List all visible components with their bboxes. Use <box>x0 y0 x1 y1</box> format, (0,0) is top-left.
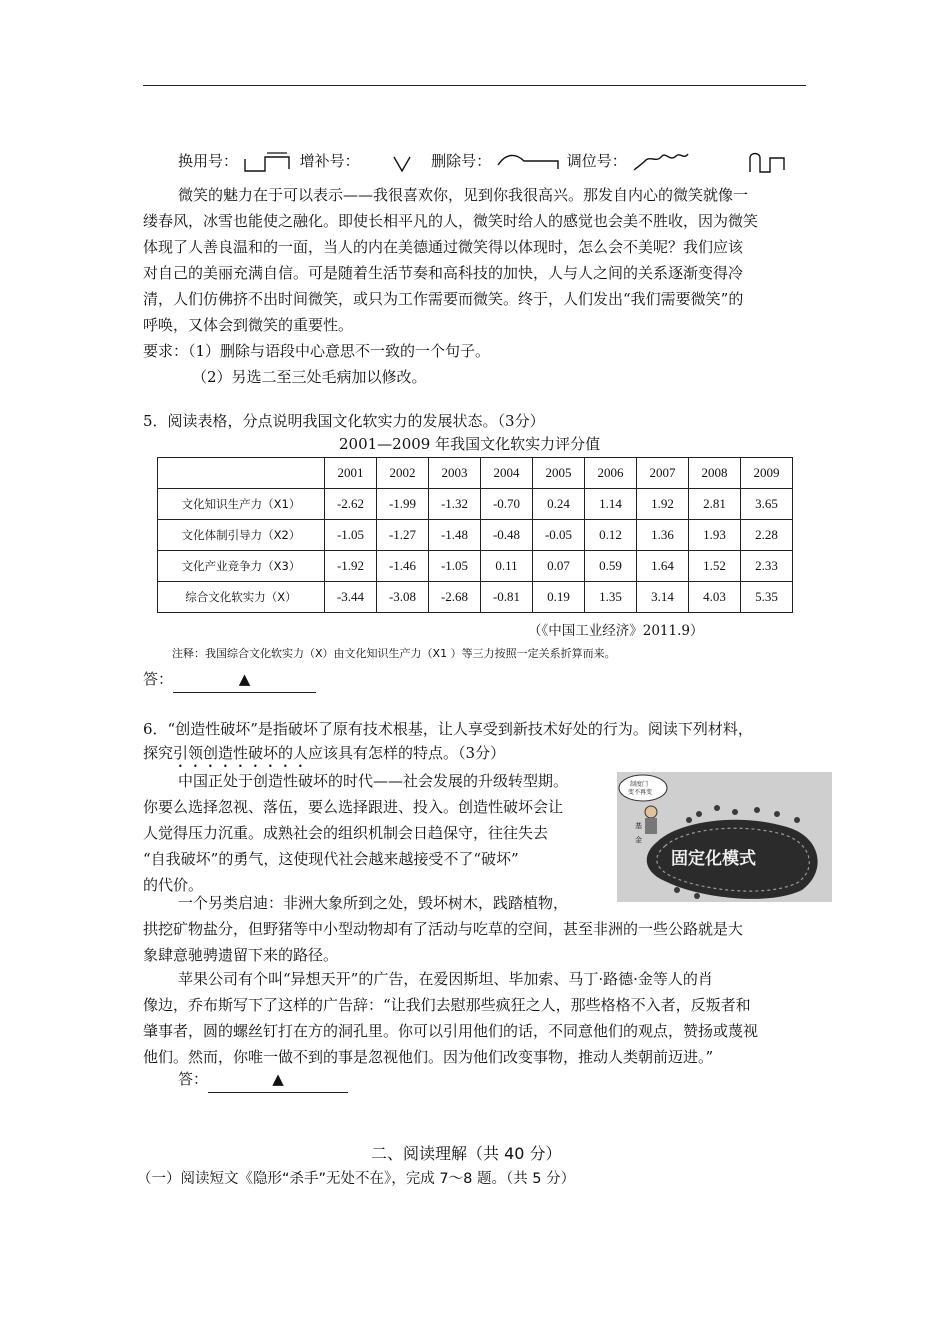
table-cell: 0.12 <box>585 520 637 551</box>
header-rule <box>143 85 806 86</box>
q6-para1-line: 你要么选择忽视、落伍，要么选择跟进、投入。创造性破坏会让 <box>143 798 564 816</box>
table-cell: -1.05 <box>325 520 377 551</box>
table-cell: -1.05 <box>429 551 481 582</box>
row-label: 综合文化软实力（X） <box>158 582 325 613</box>
q6-para2-line: 拱挖矿物盐分，但野猪等中小型动物却有了活动与吃草的空间，甚至非洲的一些公路就是大 <box>143 920 744 938</box>
table-cell: -1.48 <box>429 520 481 551</box>
answer-label: 答： <box>178 1070 209 1088</box>
q6-para1-line: 中国正处于创造性破坏的时代——社会发展的升级转型期。 <box>178 772 569 790</box>
table-cell: 2.33 <box>741 551 793 582</box>
table-cell: -0.05 <box>533 520 585 551</box>
table-cell: 1.92 <box>637 489 689 520</box>
table-source: （《中国工业经济》2011.9） <box>528 623 704 639</box>
table-corner-cell <box>158 458 325 489</box>
triangle-icon: ▲ <box>272 1070 284 1088</box>
triangle-icon: ▲ <box>238 670 251 688</box>
question-6-stem-line-2 <box>143 740 505 771</box>
emphasized-phrase: 引领创造性破坏的人 <box>173 744 309 762</box>
section-2-subheading: （一）阅读短文《隐形“杀手”无处不在》，完成 7～8 题。（共 5 分） <box>137 1171 576 1187</box>
table-cell: 0.11 <box>481 551 533 582</box>
table-cell: -3.44 <box>325 582 377 613</box>
question-6-stem-line-1: 6．“创造性破坏”是指破坏了原有技术根基，让人享受到新技术好处的行为。阅读下列材料， <box>143 720 753 738</box>
table-cell: 2.28 <box>741 520 793 551</box>
table-row <box>158 551 793 582</box>
year-header: 2006 <box>585 458 637 489</box>
passage-line-3: 体现了人善良温和的一面，当人的内在美德通过微笑得以体现时，怎么会不美呢？我们应该 <box>143 238 744 256</box>
row-label: 文化产业竞争力（X3） <box>158 551 325 582</box>
swap-mark-icon <box>243 151 291 173</box>
table-row <box>158 520 793 551</box>
stem-text: 应该具有怎样的特点。（3分） <box>308 744 506 762</box>
table-cell: -2.68 <box>429 582 481 613</box>
question-6-answer <box>178 1066 348 1093</box>
year-header: 2007 <box>637 458 689 489</box>
table-cell: 3.65 <box>741 489 793 520</box>
row-label: 文化体制引导力（X2） <box>158 520 325 551</box>
soft-power-table <box>157 457 793 613</box>
add-symbol-label: 增补号： <box>299 152 360 170</box>
table-title: 2001—2009 年我国文化软实力评分值 <box>339 435 601 453</box>
year-header: 2001 <box>325 458 377 489</box>
table-cell: 1.36 <box>637 520 689 551</box>
q6-para1-line: 的代价。 <box>143 876 204 894</box>
q6-para3-line: 像边，乔布斯写下了这样的广告辞：“让我们去慰那些疯狂之人，那些格格不入者，反叛者和 <box>143 996 751 1014</box>
answer-blank[interactable] <box>173 666 316 693</box>
stem-text: 探究 <box>143 744 174 762</box>
sign-text: 基 <box>635 822 642 830</box>
table-cell: 4.03 <box>689 582 741 613</box>
q6-para2-line: 一个另类启迪：非洲大象所到之处，毁坏树木，践踏植物， <box>178 894 569 912</box>
table-cell: -0.48 <box>481 520 533 551</box>
passage-line-6: 呼唤，又体会到微笑的重要性。 <box>143 316 354 334</box>
q6-para1-line: “自我破坏”的勇气，这使现代社会越来越接受不了“破坏” <box>143 850 519 868</box>
table-cell: 0.19 <box>533 582 585 613</box>
move-mark-icon <box>632 150 692 174</box>
table-cell: -2.62 <box>325 489 377 520</box>
table-cell: -1.32 <box>429 489 481 520</box>
section-2-heading: 二、阅读理解（共 40 分） <box>371 1144 562 1163</box>
table-cell: 0.24 <box>533 489 585 520</box>
table-cell: -1.99 <box>377 489 429 520</box>
q6-para3-line: 苹果公司有个叫“异想天开”的广告，在爱因斯坦、毕加索、马丁·路德·金等人的肖 <box>178 970 713 988</box>
table-cell: 1.52 <box>689 551 741 582</box>
table-cell: 5.35 <box>741 582 793 613</box>
bubble-text: 制度门 <box>630 781 649 788</box>
transpose-mark-icon <box>748 150 818 174</box>
table-cell: 2.81 <box>689 489 741 520</box>
table-cell: 0.59 <box>585 551 637 582</box>
table-cell: 1.14 <box>585 489 637 520</box>
passage-line-1: 微笑的魅力在于可以表示——我很喜欢你，见到你我很高兴。那发自内心的微笑就像一 <box>178 186 749 204</box>
proofreading-symbols-row <box>178 148 818 174</box>
table-cell: -0.70 <box>481 489 533 520</box>
requirement-2: （2）另选二至三处毛病加以修改。 <box>192 368 427 386</box>
year-header: 2002 <box>377 458 429 489</box>
answer-label: 答： <box>143 670 174 688</box>
passage-line-5: 清，人们仿佛挤不出时间微笑，或只为工作需要而微笑。终于，人们发出“我们需要微笑”的 <box>143 290 744 308</box>
table-cell: -1.92 <box>325 551 377 582</box>
table-cell: 1.35 <box>585 582 637 613</box>
bubble-text: 变不再变 <box>628 789 653 796</box>
passage-line-4: 对自己的美丽充满自信。可是随着生活节奏和高科技的加快，人与人之间的关系逐渐变得冷 <box>143 264 744 282</box>
insert-mark-icon <box>364 151 426 173</box>
question-5-answer <box>143 666 316 693</box>
q6-para3-line: 肇事者，圆的螺丝钉打在方的洞孔里。你可以引用他们的话，不同意他们的观点，赞扬或蔑视 <box>143 1022 759 1040</box>
answer-blank[interactable] <box>208 1066 348 1093</box>
table-cell: 1.93 <box>689 520 741 551</box>
table-cell: -1.46 <box>377 551 429 582</box>
swap-symbol-label: 换用号： <box>178 152 239 170</box>
passage-line-2: 缕春风，冰雪也能使之融化。即使长相平凡的人，微笑时给人的感觉也会美不胜收，因为微笑 <box>143 212 759 230</box>
fixed-pattern-cartoon <box>617 772 832 902</box>
q6-para2-line: 象肆意驰骋遗留下来的路径。 <box>143 946 339 964</box>
year-header: 2008 <box>689 458 741 489</box>
table-cell: 1.64 <box>637 551 689 582</box>
year-header: 2004 <box>481 458 533 489</box>
delete-symbol-label: 删除号： <box>431 152 492 170</box>
table-cell: -3.08 <box>377 582 429 613</box>
banner-text: 固定化模式 <box>671 849 756 869</box>
year-header: 2005 <box>533 458 585 489</box>
q6-para3-line: 他们。然而，你唯一做不到的事是忽视他们。因为他们改变事物，推动人类朝前迈进。” <box>143 1048 714 1066</box>
q6-para1-line: 人觉得压力沉重。成熟社会的组织机制会日趋保守，往往失去 <box>143 824 549 842</box>
move-symbol-label: 调位号： <box>566 152 627 170</box>
table-cell: -1.27 <box>377 520 429 551</box>
question-5-stem: 5．阅读表格，分点说明我国文化软实力的发展状态。（3分） <box>143 412 545 430</box>
row-label: 文化知识生产力（X1） <box>158 489 325 520</box>
table-cell: 3.14 <box>637 582 689 613</box>
footprint-illustration <box>617 772 832 902</box>
table-row <box>158 582 793 613</box>
table-cell: 0.07 <box>533 551 585 582</box>
table-row <box>158 489 793 520</box>
year-header: 2003 <box>429 458 481 489</box>
sign-text: 金 <box>635 836 642 844</box>
requirement-1: 要求：（1）删除与语段中心意思不一致的一个句子。 <box>143 342 491 360</box>
table-header-row <box>158 458 793 489</box>
delete-mark-icon <box>496 151 562 173</box>
year-header: 2009 <box>741 458 793 489</box>
table-note: 注释：我国综合文化软实力（X）由文化知识生产力（X1 ）等三力按照一定关系折算而来。 <box>172 647 616 660</box>
table-cell: -0.81 <box>481 582 533 613</box>
